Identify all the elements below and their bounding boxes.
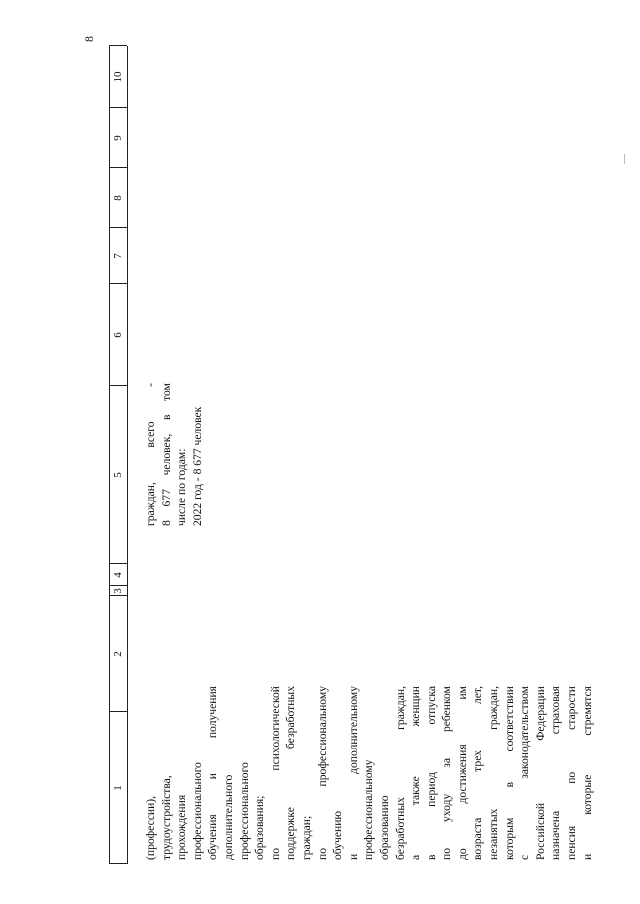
column-number: 3 <box>112 588 124 594</box>
text-line: 2022 год - 8 677 человек <box>190 406 204 526</box>
text-line: по профессиональному <box>315 686 329 860</box>
text-line: граждан, всего - <box>144 383 157 526</box>
column-divider <box>109 45 127 46</box>
text-line: обучения и получения <box>206 686 220 860</box>
text-line: числе по годам: <box>175 448 189 526</box>
column-number: 4 <box>112 572 124 578</box>
text-line: образованию <box>377 795 391 860</box>
text-line: до достижения им <box>455 686 469 860</box>
column-divider <box>109 863 127 864</box>
text-line: безработных граждан, <box>393 686 407 860</box>
text-line: трудоустройства, <box>159 775 173 860</box>
text-line: профессионального <box>237 762 251 860</box>
column-number: 1 <box>112 785 124 791</box>
text-line: дополнительного <box>221 774 235 860</box>
text-line: поддержке безработных <box>284 686 298 860</box>
column-1-text <box>143 686 595 860</box>
text-line: 8 677 человек, в том <box>159 383 173 526</box>
column-number: 9 <box>112 135 124 141</box>
text-line: и которые стремятся <box>580 686 594 860</box>
text-line: в период отпуска <box>424 686 438 860</box>
text-line: профессиональному <box>362 759 376 860</box>
text-line: которым в соответствии <box>502 686 516 860</box>
column-number: 5 <box>112 472 124 478</box>
text-line: прохождения <box>175 794 189 860</box>
text-line: возраста трех лет, <box>471 686 485 860</box>
column-divider <box>109 227 127 228</box>
text-line: профессионального <box>190 762 204 860</box>
text-line: незанятых граждан, <box>487 686 501 860</box>
text-line: образования; <box>253 795 267 860</box>
text-line: (профессии), <box>144 795 157 860</box>
column-divider <box>109 107 127 108</box>
column-5-text <box>143 383 205 526</box>
text-line: по уходу за ребенком <box>440 686 454 860</box>
column-number: 10 <box>112 71 124 83</box>
scan-mark <box>624 154 625 164</box>
column-number: 8 <box>112 195 124 201</box>
column-divider <box>109 385 127 386</box>
column-number: 2 <box>112 651 124 657</box>
text-line: с законодательством <box>518 686 532 860</box>
table-header-top-rule <box>127 46 128 864</box>
page-number: 8 <box>82 36 96 42</box>
column-number: 6 <box>112 332 124 338</box>
column-number: 7 <box>112 253 124 259</box>
text-line: по психологической <box>268 686 282 860</box>
text-line: назначена страховая <box>549 686 563 860</box>
column-divider <box>109 167 127 168</box>
table-header-bottom-rule <box>109 46 110 864</box>
text-line: обучению <box>331 810 345 860</box>
text-line: пенсия по старости <box>565 686 579 860</box>
text-line: граждан; <box>299 815 313 860</box>
column-divider <box>109 563 127 564</box>
text-line: а также женщин <box>409 686 423 860</box>
text-line: и дополнительному <box>346 686 360 860</box>
column-divider <box>109 283 127 284</box>
text-line: Российской Федерации <box>533 686 547 860</box>
column-divider <box>109 711 127 712</box>
